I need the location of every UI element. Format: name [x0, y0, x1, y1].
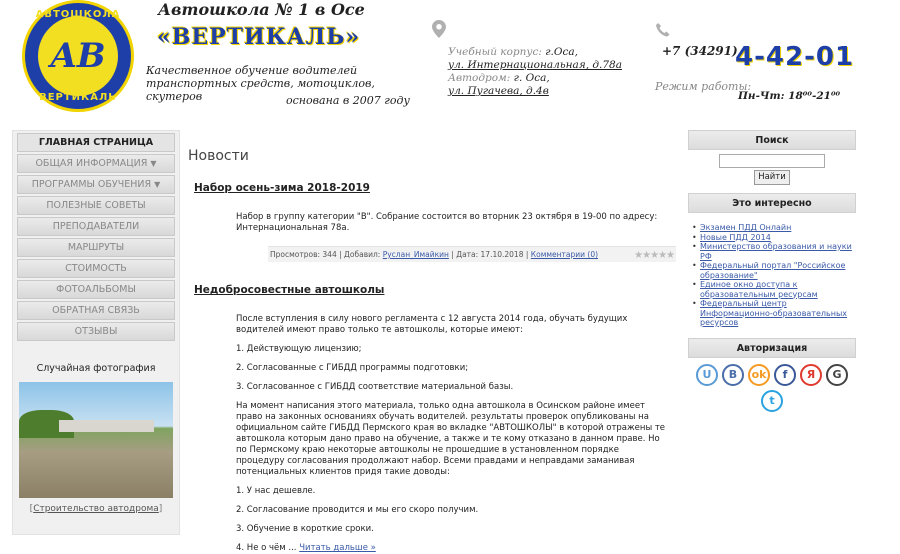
menu-item-photo-albums[interactable] — [17, 280, 175, 299]
page-title: Новости — [188, 148, 249, 164]
menu-item-label: ОБЩАЯ ИНФОРМАЦИЯ — [35, 158, 148, 169]
article-meta: Просмотров: 344 | Добавил: Руслан_Имайкин | Дата: 17.10.2018 | Комментарии (0) ★★★★★ — [268, 246, 676, 262]
photo-caption-link[interactable]: Строительство автодрома — [33, 504, 159, 514]
interest-link[interactable]: • Новые ПДД 2014 — [692, 233, 856, 243]
main-content — [188, 130, 682, 553]
odnoklassniki-icon[interactable]: ok — [748, 364, 770, 386]
site-header — [0, 0, 900, 125]
article-body — [236, 314, 670, 554]
school-logo[interactable] — [22, 0, 134, 112]
left-sidebar — [12, 130, 180, 535]
comments-link[interactable]: Комментарии (0) — [530, 250, 599, 259]
logo-ring-bottom-text: ВЕРТИКАЛЬ — [39, 92, 117, 103]
author-link[interactable]: Руслан_Имайкин — [382, 250, 449, 259]
article-title-link[interactable]: Недобросовестные автошколы — [194, 284, 385, 296]
menu-item-home[interactable] — [17, 133, 175, 152]
facebook-icon[interactable]: f — [774, 364, 796, 386]
vk-icon[interactable]: B — [722, 364, 744, 386]
site-title: Автошкола № 1 в Осе — [158, 0, 365, 19]
social-login-buttons — [688, 364, 856, 412]
article-date: Дата: 17.10.2018 — [456, 250, 524, 259]
random-photo-title: Случайная фотография — [36, 363, 156, 374]
menu-item-label: ФОТОАЛЬБОМЫ — [56, 284, 136, 295]
menu-item-label: ПРОГРАММЫ ОБУЧЕНИЯ — [31, 179, 152, 190]
working-hours: Пн-Чт: 18⁰⁰-21⁰⁰ — [738, 90, 841, 102]
phone-code: +7 (34291) — [662, 44, 738, 58]
menu-item-routes[interactable] — [17, 238, 175, 257]
interest-block-title: Это интересно — [688, 193, 856, 213]
article-text: 3. Согласованное с ГИБДД соответствие материальной базы. — [236, 382, 514, 392]
twitter-icon[interactable]: t — [761, 390, 783, 412]
article-body — [236, 212, 670, 234]
random-photo[interactable] — [19, 382, 173, 498]
class-address-city: г.Оса, — [545, 46, 578, 58]
search-button[interactable]: Найти — [754, 170, 790, 185]
location-pin-icon — [432, 20, 446, 38]
phone-icon — [655, 22, 671, 38]
article-title-link[interactable]: Набор осень-зима 2018-2019 — [194, 182, 370, 194]
menu-item-label: СТОИМОСТЬ — [65, 263, 127, 274]
menu-item-label: ОТЗЫВЫ — [74, 326, 118, 337]
rating-stars-icon[interactable]: ★★★★★ — [634, 250, 674, 261]
menu-item-label: ОБРАТНАЯ СВЯЗЬ — [52, 305, 140, 316]
menu-item-label: ПРЕПОДАВАТЕЛИ — [52, 221, 140, 232]
article-text: 2. Согласованные с ГИБДД программы подготовки; — [236, 363, 469, 373]
article-text: После вступления в силу нового регламента с 12 августа 2014 года, обучать будущих водителей имеют право только те автошколы, которые имеют: — [236, 314, 628, 335]
interest-link[interactable]: • Федеральный портал "Российское образование" — [692, 261, 856, 280]
tagline: Качественное обучение водителей транспортных средств, мотоциклов, скутеров — [146, 64, 375, 103]
yandex-icon[interactable]: Я — [800, 364, 822, 386]
menu-item-tips[interactable] — [17, 196, 175, 215]
logo-letters: AB — [38, 16, 118, 96]
menu-item-label: ГЛАВНАЯ СТРАНИЦА — [38, 137, 154, 148]
menu-item-label: ПОЛЕЗНЫЕ СОВЕТЫ — [46, 200, 146, 211]
article-text: 1. Действующую лицензию; — [236, 344, 362, 354]
menu-item-feedback[interactable] — [17, 301, 175, 320]
interest-link[interactable]: • Министерство образования и науки РФ — [692, 242, 856, 261]
article-text: Набор в группу категории "В". Собрание состоится во вторник 23 октября в 19-00 по адресу: Интернациональная 78а. — [236, 212, 658, 233]
drome-address-street: ул. Пугачева, д.4в — [448, 85, 549, 97]
address-block — [448, 46, 622, 98]
logo-ring-top-text: АВТОШКОЛА — [35, 9, 121, 20]
google-icon[interactable]: G — [826, 364, 848, 386]
menu-item-cost[interactable] — [17, 259, 175, 278]
read-more-link[interactable]: Читать дальше » — [299, 543, 376, 553]
drome-address-city: г. Оса, — [513, 72, 550, 84]
article-text: На момент написания этого материала, только одна автошкола в Осинском районе имеет право на законных основаниях обучать водителей. результаты проверок опубликованы на официальном сайте ГИБДД Пермского края во вкладке "АВТОШКОЛЫ" в которой отражены те автошкола которым дано право на обучение, а также и те кому отказано в данном праве. Но по Пермскому краю некоторые автошколы не прошедшие в установленном порядке процедуру согласования продолжают набор. Всеми правдами и неправдами заманивая потенциальных клиентов придя такие доводы: — [236, 401, 666, 477]
menu-item-teachers[interactable] — [17, 217, 175, 236]
interest-link[interactable]: • Единое окно доступа к образовательным ресурсам — [692, 280, 856, 299]
article-text: 1. У нас дешевле. — [236, 486, 316, 496]
interest-link[interactable]: • Федеральный центр Информационно-образовательных ресурсов — [692, 299, 856, 328]
drome-address-label: Автодром: — [448, 72, 511, 84]
dropdown-arrow-icon: ▼ — [154, 180, 161, 189]
article-text: 3. Обучение в короткие сроки. — [236, 524, 374, 534]
photo-caption: [Строительство автодрома] — [29, 504, 163, 514]
search-input[interactable] — [719, 154, 825, 168]
article-text: 4. Не о чём ... — [236, 543, 297, 553]
menu-item-general-info[interactable] — [17, 154, 175, 173]
ucoz-icon[interactable]: U — [696, 364, 718, 386]
article-text: 2. Согласование проводится и мы его скоро получим. — [236, 505, 479, 515]
interest-link[interactable]: • Экзамен ПДД Онлайн — [692, 223, 856, 233]
menu-item-label: МАРШРУТЫ — [67, 242, 125, 253]
class-address-street: ул. Интернациональная, д.78а — [448, 59, 622, 71]
interest-links-list — [692, 223, 856, 328]
search-block-title: Поиск — [688, 130, 856, 150]
article-text-last — [236, 543, 670, 554]
menu-item-reviews[interactable] — [17, 322, 175, 341]
hours-label: Режим работы: — [655, 80, 752, 93]
class-address-label: Учебный корпус: — [448, 46, 542, 58]
phone-number[interactable]: 4-42-01 — [735, 42, 855, 72]
menu-item-programs[interactable] — [17, 175, 175, 194]
brand-name: «ВЕРТИКАЛЬ» — [157, 24, 361, 50]
photo-building — [59, 420, 154, 432]
auth-block-title: Авторизация — [688, 338, 856, 358]
founded-text: основана в 2007 году — [286, 94, 410, 107]
right-sidebar — [688, 130, 856, 535]
added-by-label: Добавил: — [344, 250, 381, 259]
views-count: Просмотров: 344 — [270, 250, 337, 259]
dropdown-arrow-icon: ▼ — [150, 159, 157, 168]
